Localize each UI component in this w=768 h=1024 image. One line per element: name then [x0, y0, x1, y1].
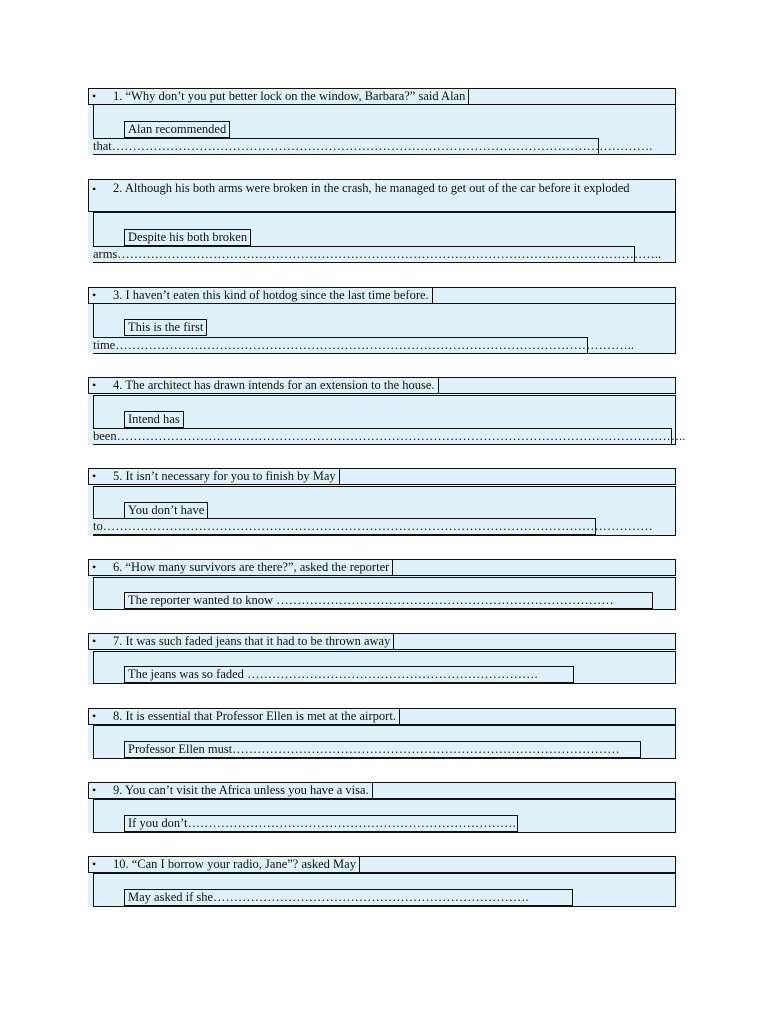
bullet-icon: • [92, 469, 97, 483]
question-text [113, 181, 671, 196]
question-line [88, 377, 676, 394]
question-line [88, 179, 676, 212]
bullet-icon: • [92, 288, 97, 302]
answer-continuation[interactable]: time…………………………………………………………………………………………………………….. [93, 338, 634, 352]
question-item [88, 782, 676, 833]
answer-continuation[interactable]: that…………………………………………………………………………………………………………………. [93, 139, 653, 153]
answer-line[interactable]: If you don’t……………………………………………………………………. [124, 815, 518, 832]
question-line [88, 782, 676, 799]
question-line [88, 88, 676, 105]
question-line [88, 559, 676, 576]
question-item [88, 377, 686, 445]
question-prompt: You can’t visit the Africa unless you have a visa. [125, 783, 369, 797]
question-prompt: It is essential that Professor Ellen is met at the airport. [125, 709, 396, 723]
answer-lead: Alan recommended [124, 121, 230, 138]
question-line [88, 287, 676, 304]
question-number: 4. [113, 378, 123, 392]
bullet-icon: • [92, 709, 97, 723]
question-line [88, 708, 676, 725]
question-prompt: The architect has drawn intends for an extension to the house. [125, 378, 435, 392]
question-item [88, 468, 676, 536]
answer-lead: This is the first [124, 319, 207, 336]
question-number: 1. [113, 89, 123, 103]
question-prompt: It was such faded jeans that it had to be thrown away [125, 634, 391, 648]
bullet-icon: • [92, 182, 97, 196]
question-text [113, 89, 469, 104]
answer-line[interactable]: The jeans was so faded ……………………………………………………………. [124, 666, 574, 683]
question-text [113, 560, 393, 575]
question-text [113, 378, 439, 393]
question-text [113, 783, 373, 798]
question-prompt: It isn’t necessary for you to finish by May [125, 469, 336, 483]
question-number: 3. [113, 288, 123, 302]
question-item [88, 633, 676, 684]
question-number: 2. [113, 181, 123, 195]
question-item [88, 179, 676, 263]
answer-line[interactable]: May asked if she…………………………………………………………………. [124, 889, 573, 906]
answer-lead: Intend has [124, 411, 184, 428]
question-text [113, 288, 433, 303]
question-prompt: “Why don’t you put better lock on the window, Barbara?” said Alan [125, 89, 466, 103]
bullet-icon: • [92, 560, 97, 574]
question-number: 10. [113, 857, 129, 871]
bullet-icon: • [92, 857, 97, 871]
question-prompt: “How many survivors are there?”, asked the reporter [125, 560, 390, 574]
question-number: 9. [113, 783, 123, 797]
question-number: 7. [113, 634, 123, 648]
answer-line[interactable]: Professor Ellen must………………………………………………………………………………… [124, 741, 641, 758]
answer-continuation[interactable]: arms………………………………………………………………………………………………………………….. [93, 247, 662, 261]
question-line [88, 856, 676, 873]
bullet-icon: • [92, 634, 97, 648]
question-number: 5. [113, 469, 123, 483]
question-text [113, 469, 340, 484]
question-line [88, 633, 676, 650]
question-item [88, 88, 676, 155]
question-text [113, 634, 394, 649]
question-prompt: Although his both arms were broken in the crash, he managed to get out of the car before it exploded [124, 181, 630, 195]
bullet-icon: • [92, 783, 97, 797]
answer-continuation[interactable]: been……………………………………………………………………………………………………………………….. [93, 429, 686, 443]
question-item [88, 287, 676, 354]
question-text [113, 709, 400, 724]
question-text [113, 857, 360, 872]
question-number: 6. [113, 560, 123, 574]
bullet-icon: • [92, 89, 97, 103]
answer-lead: Despite his both broken [124, 229, 251, 246]
answer-lead: You don’t have [124, 502, 208, 519]
answer-line[interactable]: The reporter wanted to know ……………………………………………………………………… [124, 592, 653, 609]
question-item [88, 856, 676, 907]
question-item [88, 708, 676, 759]
question-line [88, 468, 676, 485]
bullet-icon: • [92, 378, 97, 392]
question-number: 8. [113, 709, 123, 723]
question-prompt: “Can I borrow your radio, Jane”? asked May [131, 857, 356, 871]
question-item [88, 559, 676, 610]
answer-continuation[interactable]: to…………………………………………………………………………………………………………………… [93, 519, 653, 533]
question-prompt: I haven’t eaten this kind of hotdog since the last time before. [125, 288, 429, 302]
